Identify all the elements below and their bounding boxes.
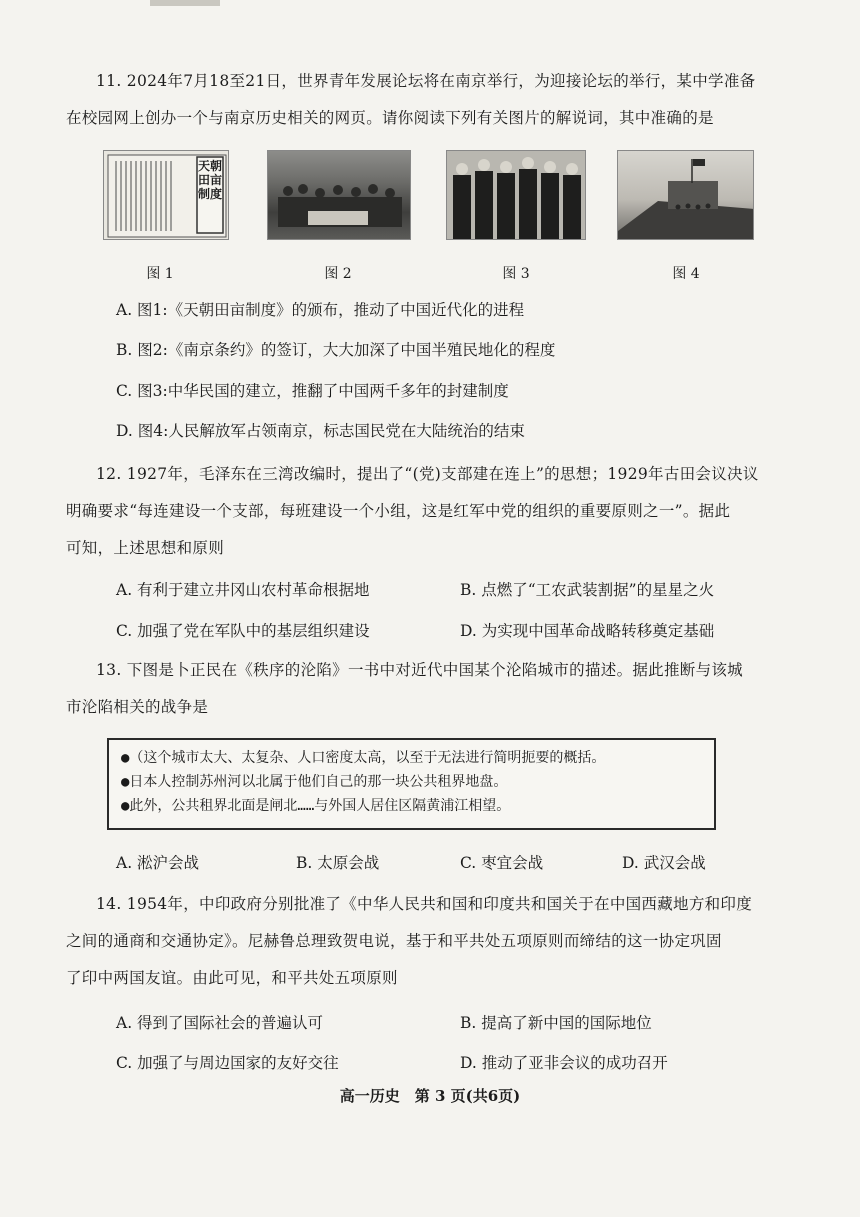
q14-option-c: C. 加强了与周边国家的友好交往 bbox=[116, 1054, 339, 1072]
figure-4-caption: 图 4 bbox=[672, 266, 700, 282]
q14-option-a: A. 得到了国际社会的普遍认可 bbox=[116, 1014, 324, 1032]
q14-stem-line2: 之间的通商和交通协定》。尼赫鲁总理致贺电说，基于和平共处五项原则而缔结的这一协定巩固 bbox=[66, 932, 722, 950]
q12-option-a: A. 有利于建立井冈山农村革命根据地 bbox=[116, 581, 370, 599]
q13-option-d: D. 武汉会战 bbox=[622, 854, 706, 872]
page-footer: 高一历史 第 3 页(共6页) bbox=[339, 1087, 521, 1105]
q14-stem-line3: 了印中两国友谊。由此可见，和平共处五项原则 bbox=[66, 969, 398, 987]
figure-3-caption: 图 3 bbox=[502, 266, 530, 282]
figure-1-title-text: 天朝田亩制度 bbox=[198, 159, 223, 201]
q12-stem-line2: 明确要求“每连建设一个支部，每班建设一个小组，这是红军中党的组织的重要原则之一”。据此 bbox=[66, 502, 731, 520]
q12-stem-line1: 12. 1927年，毛泽东在三湾改编时，提出了“(党)支部建在连上”的思想；1929年古田会议决议 bbox=[96, 465, 759, 483]
q13-quote-line-2: ●日本人控制苏州河以北属于他们自己的那一块公共租界地盘。 bbox=[121, 774, 508, 790]
q11-option-c: C. 图3:中华民国的建立，推翻了中国两千多年的封建制度 bbox=[116, 382, 509, 400]
figure-1-image bbox=[103, 150, 229, 240]
q13-stem-line2: 市沦陷相关的战争是 bbox=[66, 698, 209, 716]
q13-option-c: C. 枣宜会战 bbox=[460, 854, 544, 872]
q12-option-d: D. 为实现中国革命战略转移奠定基础 bbox=[460, 622, 715, 640]
q13-option-a: A. 淞沪会战 bbox=[116, 854, 200, 872]
scan-artifact bbox=[150, 0, 220, 6]
q13-stem-line1: 13. 下图是卜正民在《秩序的沦陷》一书中对近代中国某个沦陷城市的描述。据此推断与该城 bbox=[96, 661, 743, 679]
q14-option-b: B. 提高了新中国的国际地位 bbox=[460, 1014, 652, 1032]
q14-option-d: D. 推动了亚非会议的成功召开 bbox=[460, 1054, 668, 1072]
figure-2-signing-scene bbox=[268, 151, 411, 240]
q11-stem bbox=[66, 63, 766, 137]
q14-stem-line1: 14. 1954年，中印政府分别批准了《中华人民共和国和印度共和国关于在中国西藏地方和印度 bbox=[96, 895, 753, 913]
q12-stem-line3: 可知，上述思想和原则 bbox=[66, 539, 225, 557]
figure-2-caption: 图 2 bbox=[324, 266, 352, 282]
q11-option-b: B. 图2:《南京条约》的签订，大大加深了中国半殖民地化的程度 bbox=[116, 341, 556, 359]
q11-stem-line1: 11. 2024年7月18至21日，世界青年发展论坛将在南京举行，为迎接论坛的举行，某中学准备 bbox=[96, 72, 756, 90]
q11-option-d: D. 图4:人民解放军占领南京，标志国民党在大陆统治的结束 bbox=[116, 422, 525, 440]
figure-3-group-portrait bbox=[447, 151, 586, 240]
q12-stem bbox=[66, 456, 766, 567]
q11-option-a: A. 图1:《天朝田亩制度》的颁布，推动了中国近代化的进程 bbox=[116, 301, 525, 319]
q14-stem bbox=[66, 886, 766, 997]
q13-stem bbox=[66, 652, 766, 726]
q13-quote-line-3: ●此外，公共租界北面是闸北……与外国人居住区隔黄浦江相望。 bbox=[121, 798, 511, 814]
figure-1-caption: 图 1 bbox=[146, 266, 174, 282]
q13-quote-line-1: ●（这个城市太大、太复杂、人口密度太高，以至于无法进行简明扼要的概括。 bbox=[121, 750, 606, 766]
figure-4-photo bbox=[617, 150, 754, 240]
q13-option-b: B. 太原会战 bbox=[296, 854, 380, 872]
q12-option-c: C. 加强了党在军队中的基层组织建设 bbox=[116, 622, 370, 640]
figure-2-photo bbox=[267, 150, 411, 240]
q13-quote-box bbox=[107, 738, 716, 830]
q12-option-b: B. 点燃了“工农武装割据”的星星之火 bbox=[460, 581, 715, 599]
figure-4-presidential-palace-scene bbox=[618, 151, 754, 240]
figure-3-photo bbox=[446, 150, 586, 240]
q11-stem-line2: 在校园网上创办一个与南京历史相关的网页。请你阅读下列有关图片的解说词，其中准确的是 bbox=[66, 109, 714, 127]
